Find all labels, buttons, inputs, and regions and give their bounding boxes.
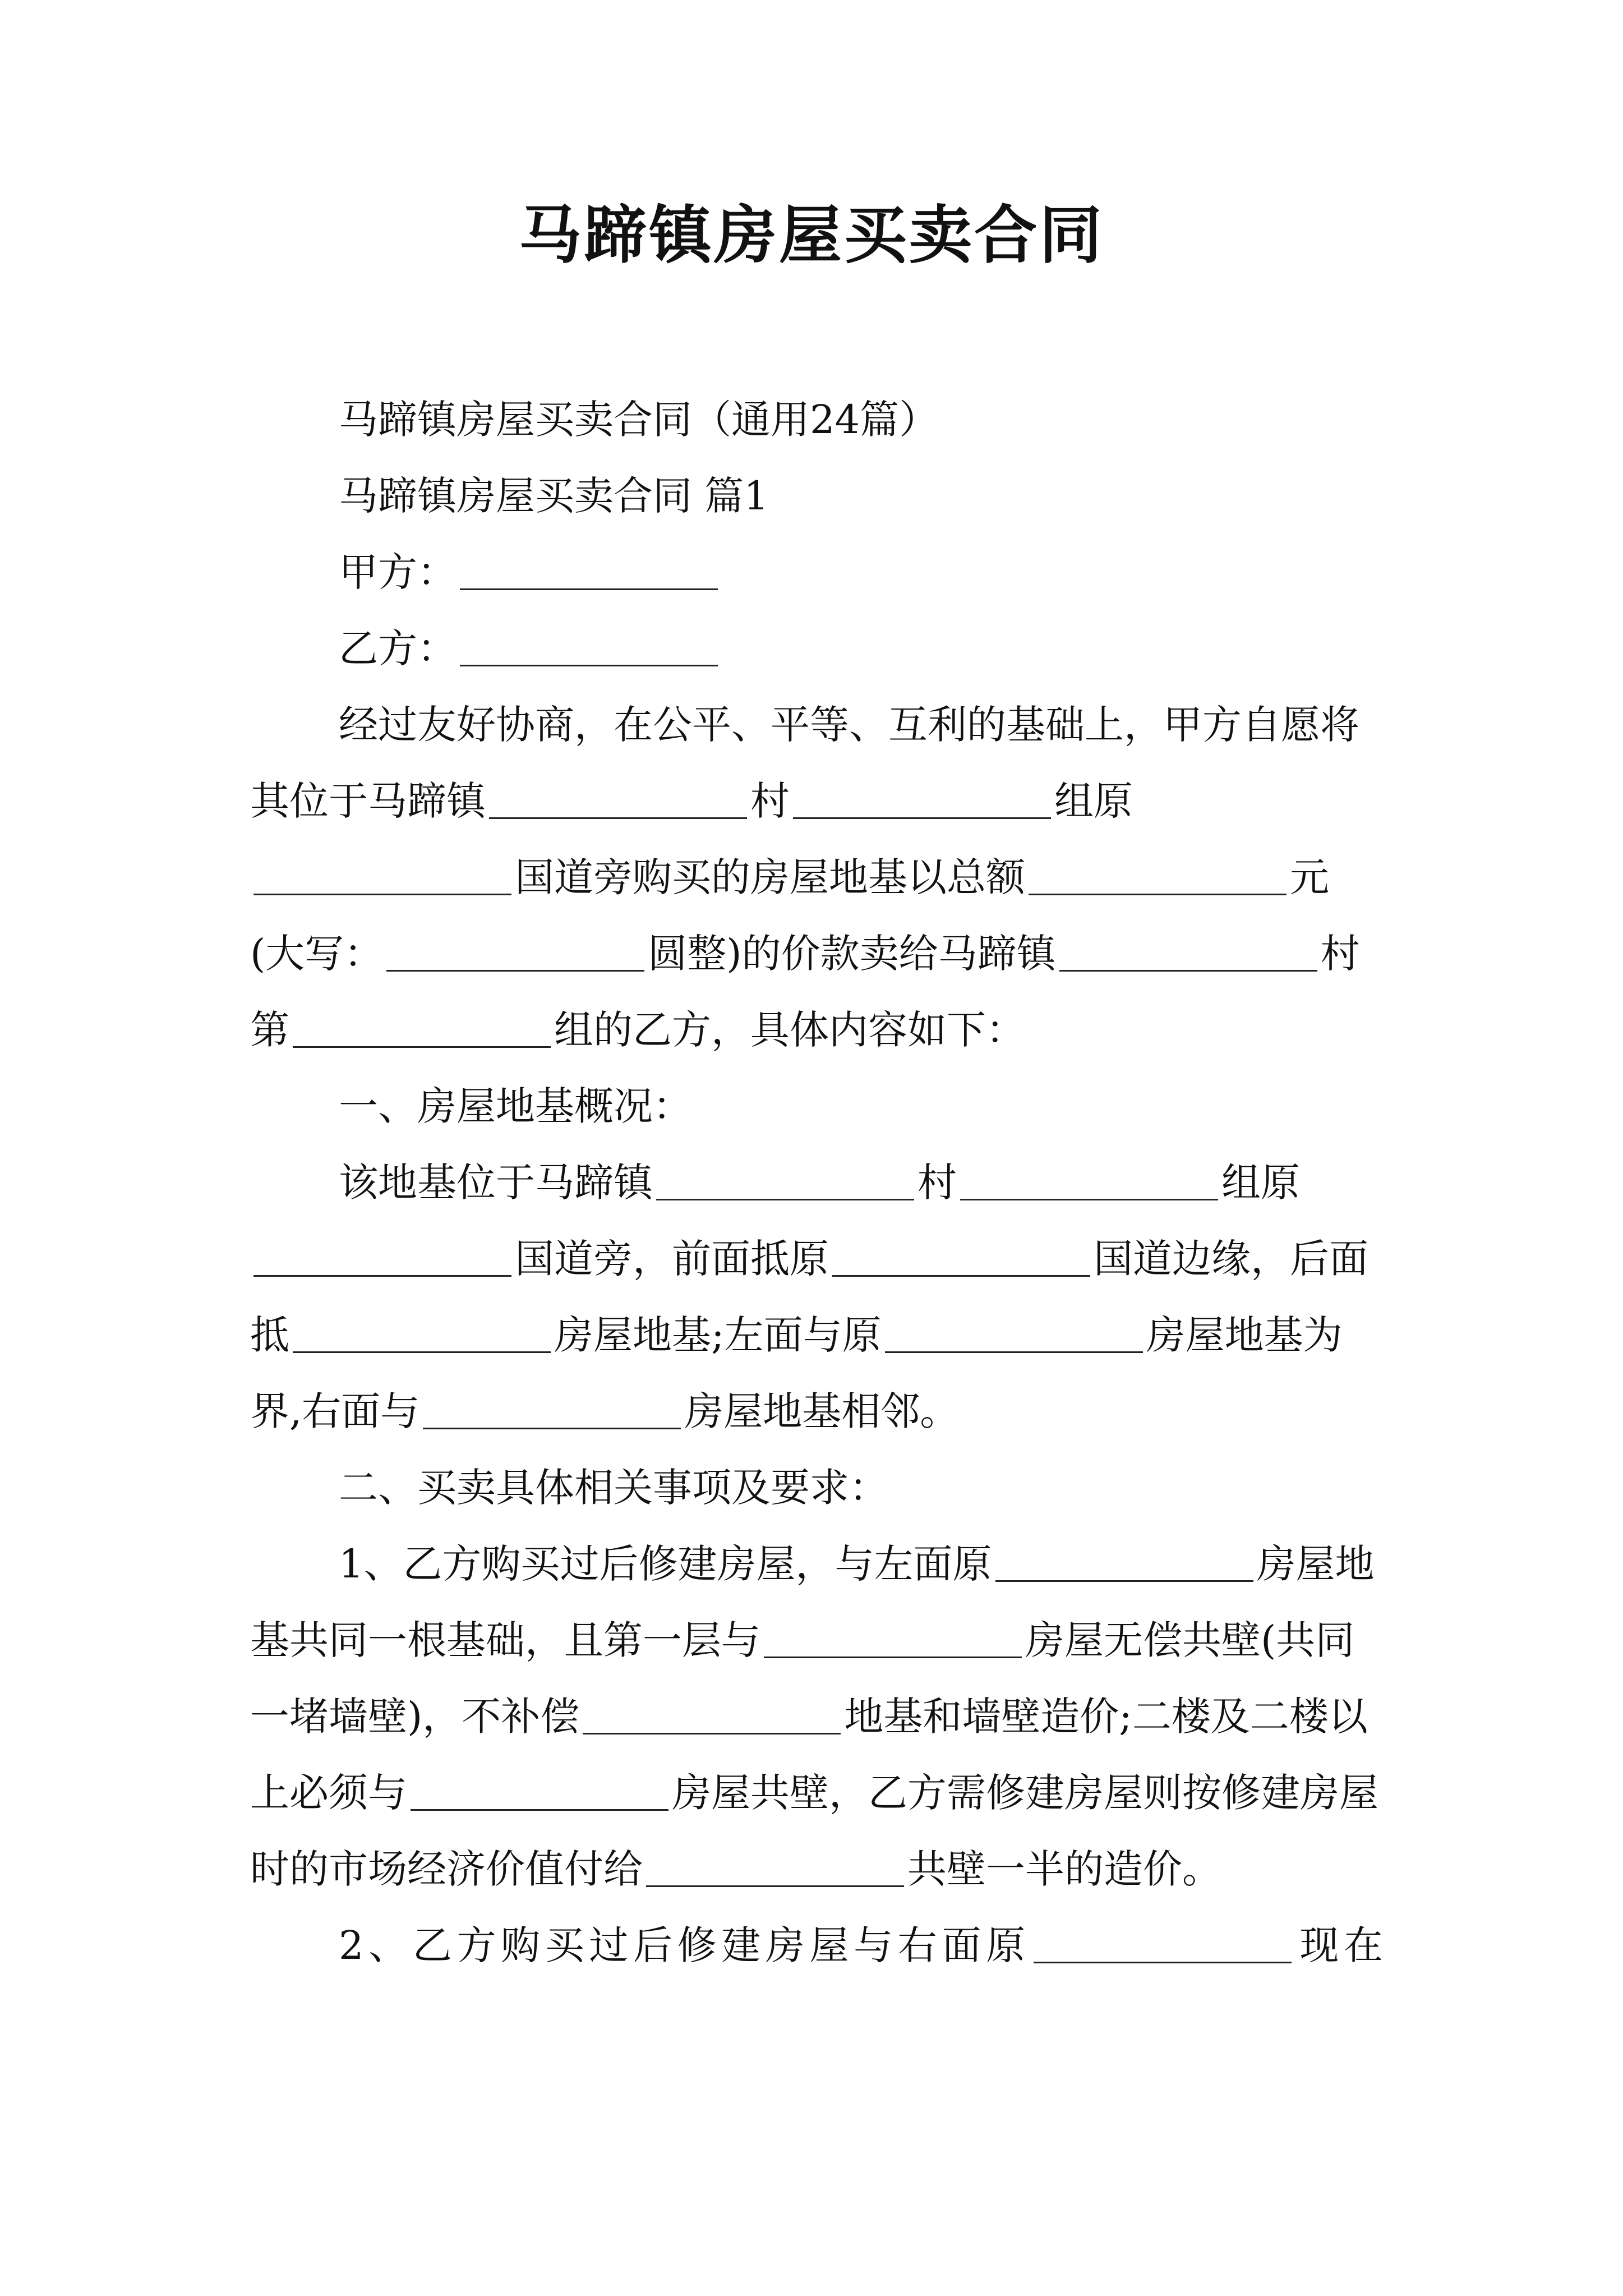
intro-paragraph: [250, 687, 1383, 1068]
section-line: 马蹄镇房屋买卖合同 篇1: [339, 473, 769, 519]
blank-field: [885, 1312, 1143, 1353]
item1-text-5: 房屋共壁，乙方需修建房屋则按修建房屋时的市场经济价值付给: [250, 1770, 1378, 1892]
blank-field: [995, 1541, 1253, 1582]
blank-field: [1059, 931, 1317, 972]
party-b-label: 乙方：: [339, 625, 457, 671]
blank-field: [793, 778, 1051, 819]
section2-heading: 二、买卖具体相关事项及要求：: [339, 1465, 888, 1511]
section1-text-5: 国道边缘，后面抵: [250, 1236, 1368, 1358]
blank-field: [764, 1617, 1022, 1658]
section2-item1-paragraph: [250, 1526, 1383, 1907]
blank-field: [253, 854, 511, 895]
party-a-blank: [460, 549, 718, 590]
blank-field: [423, 1388, 681, 1429]
item2-text-2: 现在: [1294, 1922, 1383, 1968]
blank-field: [293, 1007, 551, 1048]
intro-text-1: 经过友好协商，在公平、平等、互利的基础上，甲方自愿将其位于马蹄镇: [250, 702, 1359, 824]
section1-paragraph: [250, 1144, 1383, 1450]
blank-field: [583, 1694, 841, 1734]
blank-field: [1029, 854, 1287, 895]
party-b-blank: [460, 625, 718, 666]
blank-field: [386, 931, 644, 972]
party-a-label: 甲方：: [339, 549, 457, 595]
blank-field: [646, 1846, 904, 1887]
section1-text-8: 房屋地基相邻。: [684, 1388, 960, 1434]
intro-text-5: 元(大写：: [250, 854, 1329, 977]
item1-text-3: 房屋无偿共壁(共同一堵墙壁)，不补偿: [250, 1617, 1355, 1740]
document-body: [250, 381, 1383, 1984]
subtitle-line: 马蹄镇房屋买卖合同（通用24篇）: [339, 397, 939, 443]
section1-text-4: 国道旁，前面抵原: [515, 1236, 829, 1282]
section1-heading: 一、房屋地基概况：: [339, 1083, 692, 1129]
blank-field: [960, 1159, 1218, 1200]
document-title: 马蹄镇房屋买卖合同: [519, 199, 1104, 272]
intro-text-4: 国道旁购买的房屋地基以总额: [515, 854, 1025, 900]
blank-field: [1034, 1922, 1292, 1963]
blank-field: [489, 778, 747, 819]
intro-text-8: 组的乙方，具体内容如下：: [554, 1007, 1025, 1053]
intro-text-6: 圆整)的价款卖给马蹄镇: [648, 931, 1056, 977]
intro-text-3: 组原: [1054, 778, 1133, 824]
blank-field: [656, 1159, 914, 1200]
section2-item2-paragraph: [250, 1907, 1383, 1984]
blank-field: [253, 1236, 511, 1277]
section1-text-7: 房屋地基为界,右面与: [250, 1312, 1343, 1434]
item1-text-1: 1、乙方购买过后修建房屋，与左面原: [339, 1541, 992, 1587]
intro-text-2: 村: [750, 778, 790, 824]
item1-text-2: 房屋地基共同一根基础，且第一层与: [250, 1541, 1375, 1663]
section1-text-6: 房屋地基;左面与原: [554, 1312, 882, 1358]
item2-text-1: 2、乙方购买过后修建房屋与右面原: [339, 1922, 1030, 1968]
party-a-line: [250, 534, 1383, 610]
blank-field: [411, 1770, 668, 1811]
item1-text-4: 地基和墙壁造价;二楼及二楼以上必须与: [250, 1694, 1368, 1816]
party-b-line: [250, 610, 1383, 687]
blank-field: [832, 1236, 1090, 1277]
section1-text-2: 村: [917, 1159, 957, 1205]
section1-text-1: 该地基位于马蹄镇: [339, 1159, 653, 1205]
section1-text-3: 组原: [1221, 1159, 1300, 1205]
blank-field: [293, 1312, 551, 1353]
item1-text-6: 共壁一半的造价。: [907, 1846, 1221, 1892]
intro-text-7: 村第: [250, 931, 1360, 1053]
